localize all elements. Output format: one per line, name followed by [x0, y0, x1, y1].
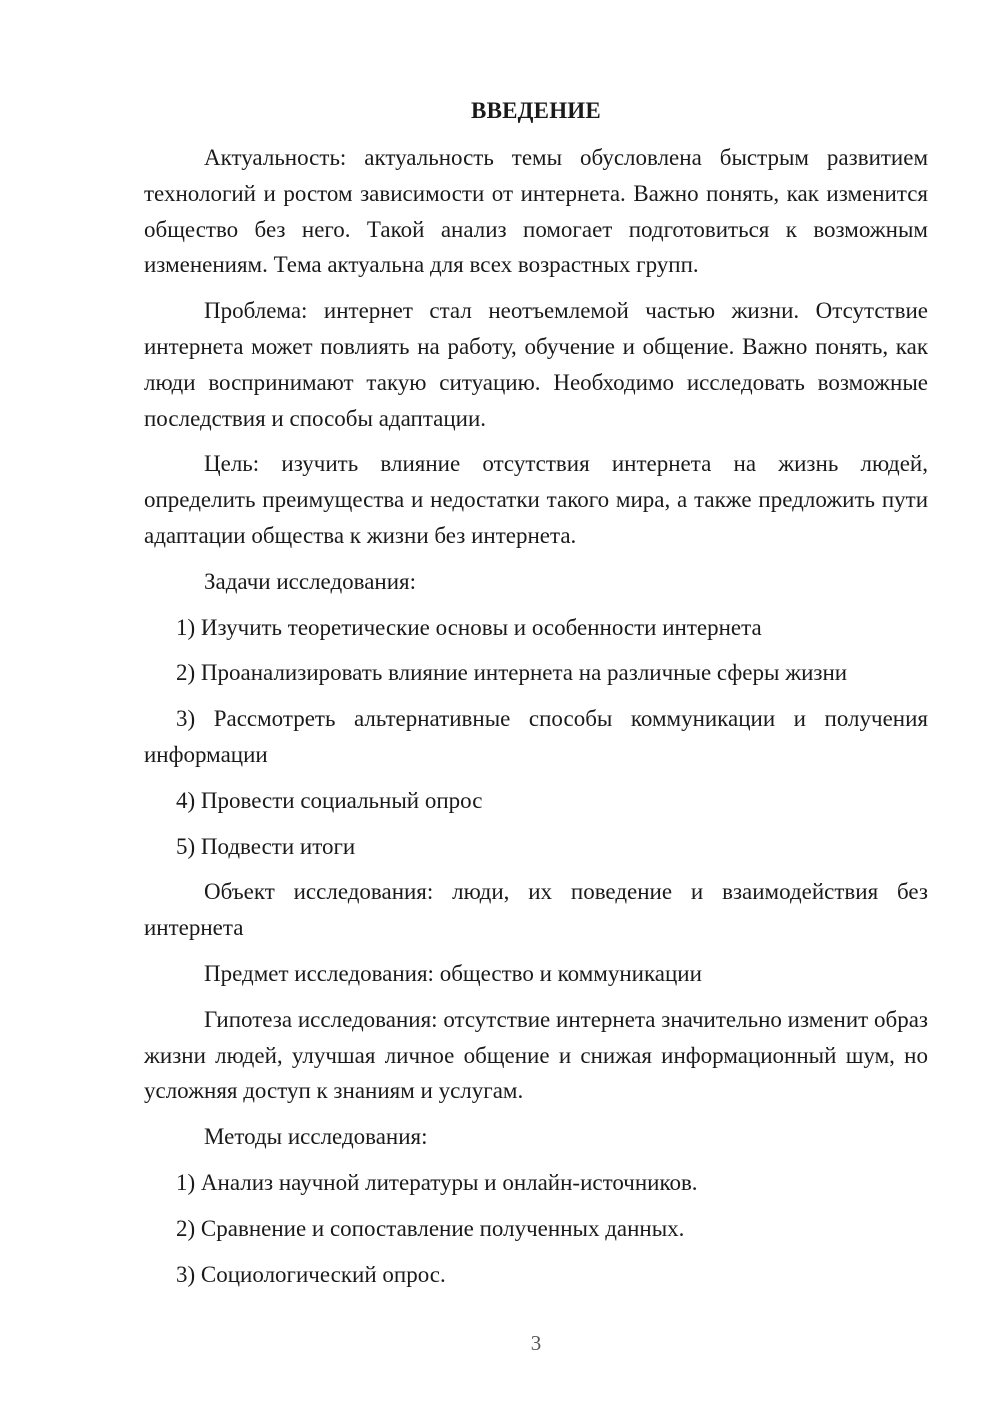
task-item: 3) Рассмотреть альтернативные способы коммуникации и получения информации	[144, 706, 928, 767]
method-item: 1) Анализ научной литературы и онлайн-источников.	[176, 1169, 698, 1195]
page-number: 3	[530, 1331, 542, 1355]
document-page	[144, 96, 928, 1292]
page-title: ВВЕДЕНИЕ	[471, 98, 601, 123]
problem-paragraph: Проблема: интернет стал неотъемлемой частью жизни. Отсутствие интернета может повлиять на работу, обучение и общение. Важно понять, как люди воспринимают такую ситуацию. Необходимо исследовать возможные последствия и способы адаптации.	[144, 298, 928, 431]
task-item: 5) Подвести итоги	[176, 833, 356, 859]
method-item: 3) Социологический опрос.	[176, 1261, 446, 1287]
object-paragraph: Объект исследования: люди, их поведение и взаимодействия без интернета	[144, 879, 928, 941]
task-item: 4) Провести социальный опрос	[176, 787, 483, 813]
hypothesis-paragraph: Гипотеза исследования: отсутствие интернета значительно изменит образ жизни людей, улучшая личное общение и снижая информационный шум, но усложняя доступ к знаниям и услугам.	[144, 1006, 928, 1104]
goal-paragraph: Цель: изучить влияние отсутствия интернета на жизнь людей, определить преимущества и недостатки такого мира, а также предложить пути адаптации общества к жизни без интернета.	[144, 451, 928, 548]
methods-heading: Методы исследования:	[204, 1124, 428, 1150]
tasks-heading: Задачи исследования:	[204, 568, 417, 594]
subject-paragraph: Предмет исследования: общество и коммуникации	[204, 960, 702, 986]
relevance-paragraph: Актуальность: актуальность темы обусловлена быстрым развитием технологий и ростом зависимости от интернета. Важно понять, как изменится общество без него. Такой анализ помогает подготовиться к возможным изменениям. Тема актуальна для всех возрастных групп.	[144, 145, 928, 278]
task-item: 1) Изучить теоретические основы и особенности интернета	[176, 614, 762, 640]
task-item: 2) Проанализировать влияние интернета на различные сферы жизни	[176, 660, 848, 686]
method-item: 2) Сравнение и сопоставление полученных данных.	[176, 1215, 685, 1241]
